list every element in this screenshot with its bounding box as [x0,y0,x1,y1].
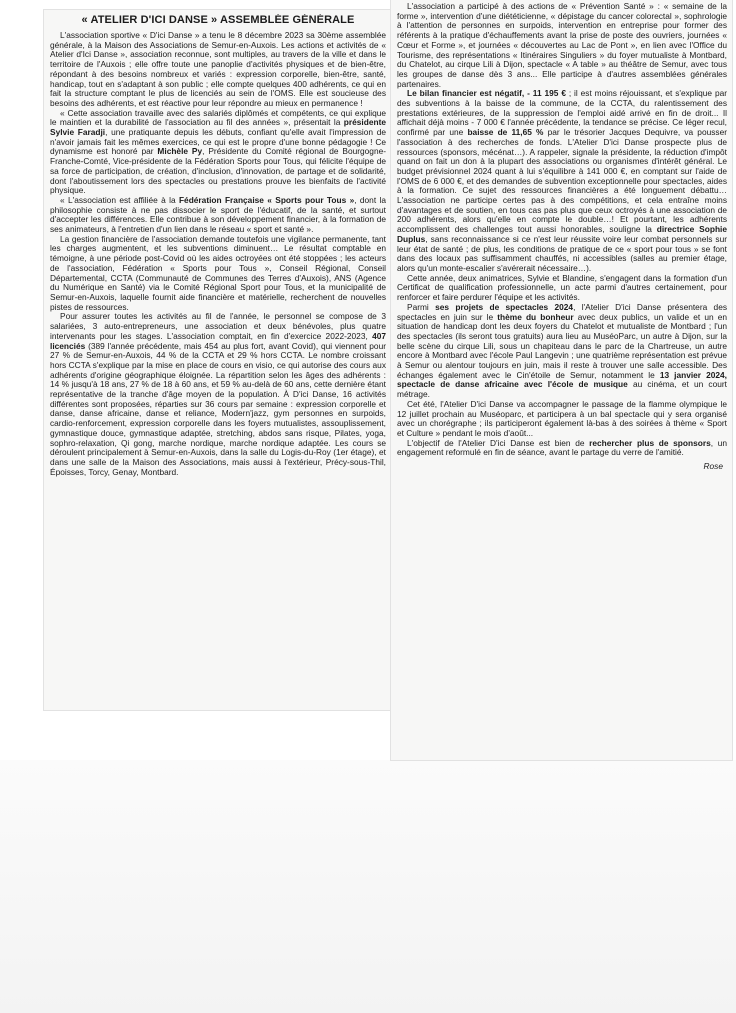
paragraph-text: L'association sportive « D'ici Danse » a tenu le 8 décembre 2023 sa 30ème assemblée générale, à la Maison des Associations de Semur-en-Auxois. Les actions et activités de « Atelier d'Ici Danse », association reconnue, sont multiples, au travers de la ville et dans le territoire de l'Auxois ; elle offre toute une panoplie d'activités physiques et de bien-être, répondant à des besoins nombreux et variés : expression corporelle, bien-être, santé, handicap, tout en s'adaptant à son public ; elle compte quelques 400 adhérents, ce qui en fait la structure comptant le plus de licenciés au sein de l'OMS. Elle est soucieuse des besoins des adhérents, et est réactive pour leur répondre au mieux en permanence ! [50,30,386,108]
paragraph-text: Cet été, l'Atelier D'ici Danse va accompagner le passage de la flamme olympique le 12 juillet prochain au Muséoparc, et participera à un bal spectacle qui y sera organisé avec un chorégraphe ; ils participeront également là-bas à des soirées à thème « Sport et Culture » pendant le mois d'août... [397,398,727,438]
paragraph [397,89,727,273]
highlight-text: présidente Sylvie Faradji [50,117,386,138]
paragraph [50,109,386,196]
paragraph [397,439,727,458]
scan-background [0,760,736,1013]
paragraph-text: Parmi [407,301,436,312]
author-signature: Rose [703,461,723,472]
highlight-text: 407 licenciés [50,330,386,351]
paragraph [50,235,386,313]
paragraph-text: « L'association est affiliée à la [60,194,179,205]
paragraph-text: Cette année, deux animatrices, Sylvie et Blandine, s'engagent dans la formation d'un Certificat de qualification professionnelle, un acte parmi d'autres certainement, pour renforcer et faire perdurer l'équipe et les activités. [397,272,727,303]
highlight-text: directrice Sophie Duplus [397,224,727,244]
highlight-text: 13 janvier 2024, spectacle de danse africaine avec l'école de musique [397,369,727,390]
paragraph [50,312,386,477]
paragraph-text: Pour assurer toutes les activités au fil de l'année, le personnel se compose de 3 salariées, 3 auto-entrepreneurs, une association et deux bénévoles, plus quatre intervenants pour les stages. L'association comptait, en fin d'exercice 2022-2023, [50,311,386,341]
paragraph [397,303,727,400]
paragraph-text: L'objectif de l'Atelier D'ici Danse est bien de [407,437,590,448]
paragraph-text: La gestion financière de l'association demande toutefois une vigilance permanente, tant les charges augmentent, et les subventions diminuent… Le résultat comptable en témoigne, à une période post-Covid où les aides octroyées ont été stoppées ; les acteurs de l'association, Fédération « Sports pour Tous », Conseil Régional, Conseil Départemental, CCTA (Communauté de Communes des Terres d'Auxois), ANS (Agence du Numérique en Santé) via le Comité Régional Sport pour Tous, et la municipalité de Semur-en-Auxois, laquelle fournit aide financière et matérielle, recherchent de nouvelles pistes de ressources. [50,233,386,312]
paragraph-text: L'association a participé à des actions de « Prévention Santé » : « semaine de la forme », intervention d'une diététicienne, « dépistage du cancer colorectal », sophrologie à l'attention de personnes en surpoids, intervention en entreprise pour former des référents à la pratique d'échauffements avant la prise de poste des ouvriers, journées « Cœur et Forme », et journées « découvertes au Lac de Pont », en lien avec l'Office du Tourisme, des représentations « Itinéraires Singuliers » du foyer mutualiste à Montbard, du Chatelot, au cirque Lili à Dijon, spectacle « A table » au théâtre de Semur, avec tous les groupes de danse dès 3 ans... Elle participe à d'autres assemblées générales partenaires. [397,2,727,89]
paragraph-text: , l'Atelier D'ici Danse présentera des spectacles en juin sur le [397,301,727,322]
paragraph-text: au cinéma, et un court métrage. [397,379,727,400]
paragraph [50,31,386,109]
paragraph [397,274,727,303]
paragraph-text: , dont la philosophie consiste à ne pas dissocier le sport de l'éducatif, de la santé, et surtout d'accepter les différences. Elle contribue à son développement financier, à la formation de ses animateurs, à l'entretien d'un lien dans le réseau « sport et santé ». [50,194,386,235]
article-title: « ATELIER D'ICI DANSE » ASSEMBLÉE GÉNÉRALE [81,14,355,26]
paragraph-text: , un engagement reformulé en fin de séance, avant le partage du verre de l'amitié. [397,437,727,458]
paragraph-text: (389 l'année précédente, mais 454 au plus fort, avant Covid), qui viennent pour 27 % de Semur-en-Auxois, 44 % de la CCTA et 29 % hors CCTA. Le nombre croissant hors CCTA s'explique par la mise en place de cours en visio, ce qui autorise des cours aux adhérents d'origine géographique éloignée. La répartition selon les âges des adhérents : 14 % jusqu'à 18 ans, 27 % de 18 à 60 ans, et 59 % au-delà de 60 ans, cette dernière étant représentative de la tranche d'âge moyen de la population. À D'ici Danse, 16 activités différentes sont proposées, réparties sur 36 cours par semaine : expression corporelle et danse, danse africaine, danse et reliance, Modern'jazz, gym personnes en surpoids, cardio-renforcement, expression corporelle dans les foyers mutualistes, assouplissement, gymnastique douce, gymnastique adaptée, stretching, abdos sans risque, Pilates, yoga, sophro-relaxation, Qi gong, marche nordique, marche nordique adaptée. Les cours se déroulent principalement à Semur-en-Auxois, dans la salle du Logis-du-Roy (1er étage), et dans une salle de la Maison des Associations, mais aussi à l'extérieur, Précy-sous-Thil, Époisses, Torcy, Genay, Montbard. [50,340,386,477]
highlight-text: rechercher plus de sponsors [589,437,711,448]
paragraph-text: , Présidente du Comité régional de Bourgogne-Franche-Comté, Vice-présidente de la Fédération Sports pour Tous, qui félicite l'équipe de sa force de participation, de création, d'inclusion, d'innovation, de partage et de solidarité, dont l'aboutissement lors des spectacles ou prestations prouve les bienfaits de l'activité physique. [50,146,386,196]
paragraph [397,400,727,439]
highlight-text: Fédération Française « Sports pour Tous » [178,194,355,205]
highlight-text: Michèle Py [157,146,203,157]
paragraph [50,196,386,235]
paragraph-text: ; il est moins réjouissant, et s'explique par des subventions à la baisse de la commune, de la CCTA, du ralentissement des prestations extérieures, de la suppression de l'emploi aidé arrivé en fin de droit... Il affichait déjà moins - 7 000 € l'année précédente, la tendance se précise. Ce léger recul, confirmé par une [397,88,727,138]
paragraph-text: par le trésorier Jacques Dequivre, va pousser l'association à des recherches de fonds. L'Atelier D'ici Danse prospecte plus de ressources (sponsors, mécénat…). A rappeler, signale la présidente, la réduction d'impôt quand on fait un don à la plupart des associations ou organismes d'intérêt général. Le budget prévisionnel 2024 quant à lui s'équilibre à 141 000 €, en comptant sur l'aide de l'OMS de 6 000 €, et des demandes de subvention exceptionnelle pour spectacles, aides à la formation. Ce sujet des ressources financières a été longuement débattu… L'association ne participe certes pas à des compétitions, et cela entraîne moins d'avantages et de soutien, en tous cas pas plus que ceux octroyés à une association de 200 adhérents, alors qu'elle en compte le double…! Et pourtant, les adhérents accomplissent des challenges tout aussi honorables, souligne la [397,127,727,235]
highlight-text: ses projets de spectacles 2024 [435,301,574,312]
highlight-text: thème du bonheur [497,311,574,322]
paragraph-text: « Cette association travaille avec des salariés diplômés et compétents, ce qui explique le maintien et la durabilité de l'association au fil des années », présentait la [50,107,386,128]
paragraph-text: , une pratiquante depuis les débuts, confiant qu'elle avait l'impression de n'avoir jamais fait les mêmes exercices, ce qui est le propre d'une bonne pédagogie ! Ce dynamisme est honoré par [50,127,386,157]
highlight-text: baisse de 11,65 % [467,127,544,138]
article-right-column [397,2,727,757]
paragraph-text: avec deux publics, un valide et un en situation de handicap dont les deux foyers du Chatelot et mutualiste de Montbard ; l'un des spectacles (ils seront tous gratuits) aura lieu au MuséoParc, un autre à Dijon, sur la belle scène du cirque Lili, sous un chapiteau dans le parc de la Chartreuse, un autre encore à Montbard avec l'école Paul Langevin ; une quatrième représentation est prévue à Semur ou alentour toujours en juin, mais il reste à trouver une salle accessible. Des échanges également avec le Cin'étoile de Semur, notamment le [397,311,727,380]
paragraph-text: , sans reconnaissance si ce n'est leur réussite voire leur combat personnels sur leur état de santé ; de plus, les conditions de pratique de ce « sport pour tous » se font dans des locaux pas suffisamment chauffés, ni accessibles (salles au premier étage, alors qu'un monte-escalier s'avérerait nécessaire…). [397,233,727,273]
article-left-column [50,14,386,710]
paragraph [397,2,727,89]
highlight-text: Le bilan financier est négatif, - 11 195 € [407,88,566,99]
